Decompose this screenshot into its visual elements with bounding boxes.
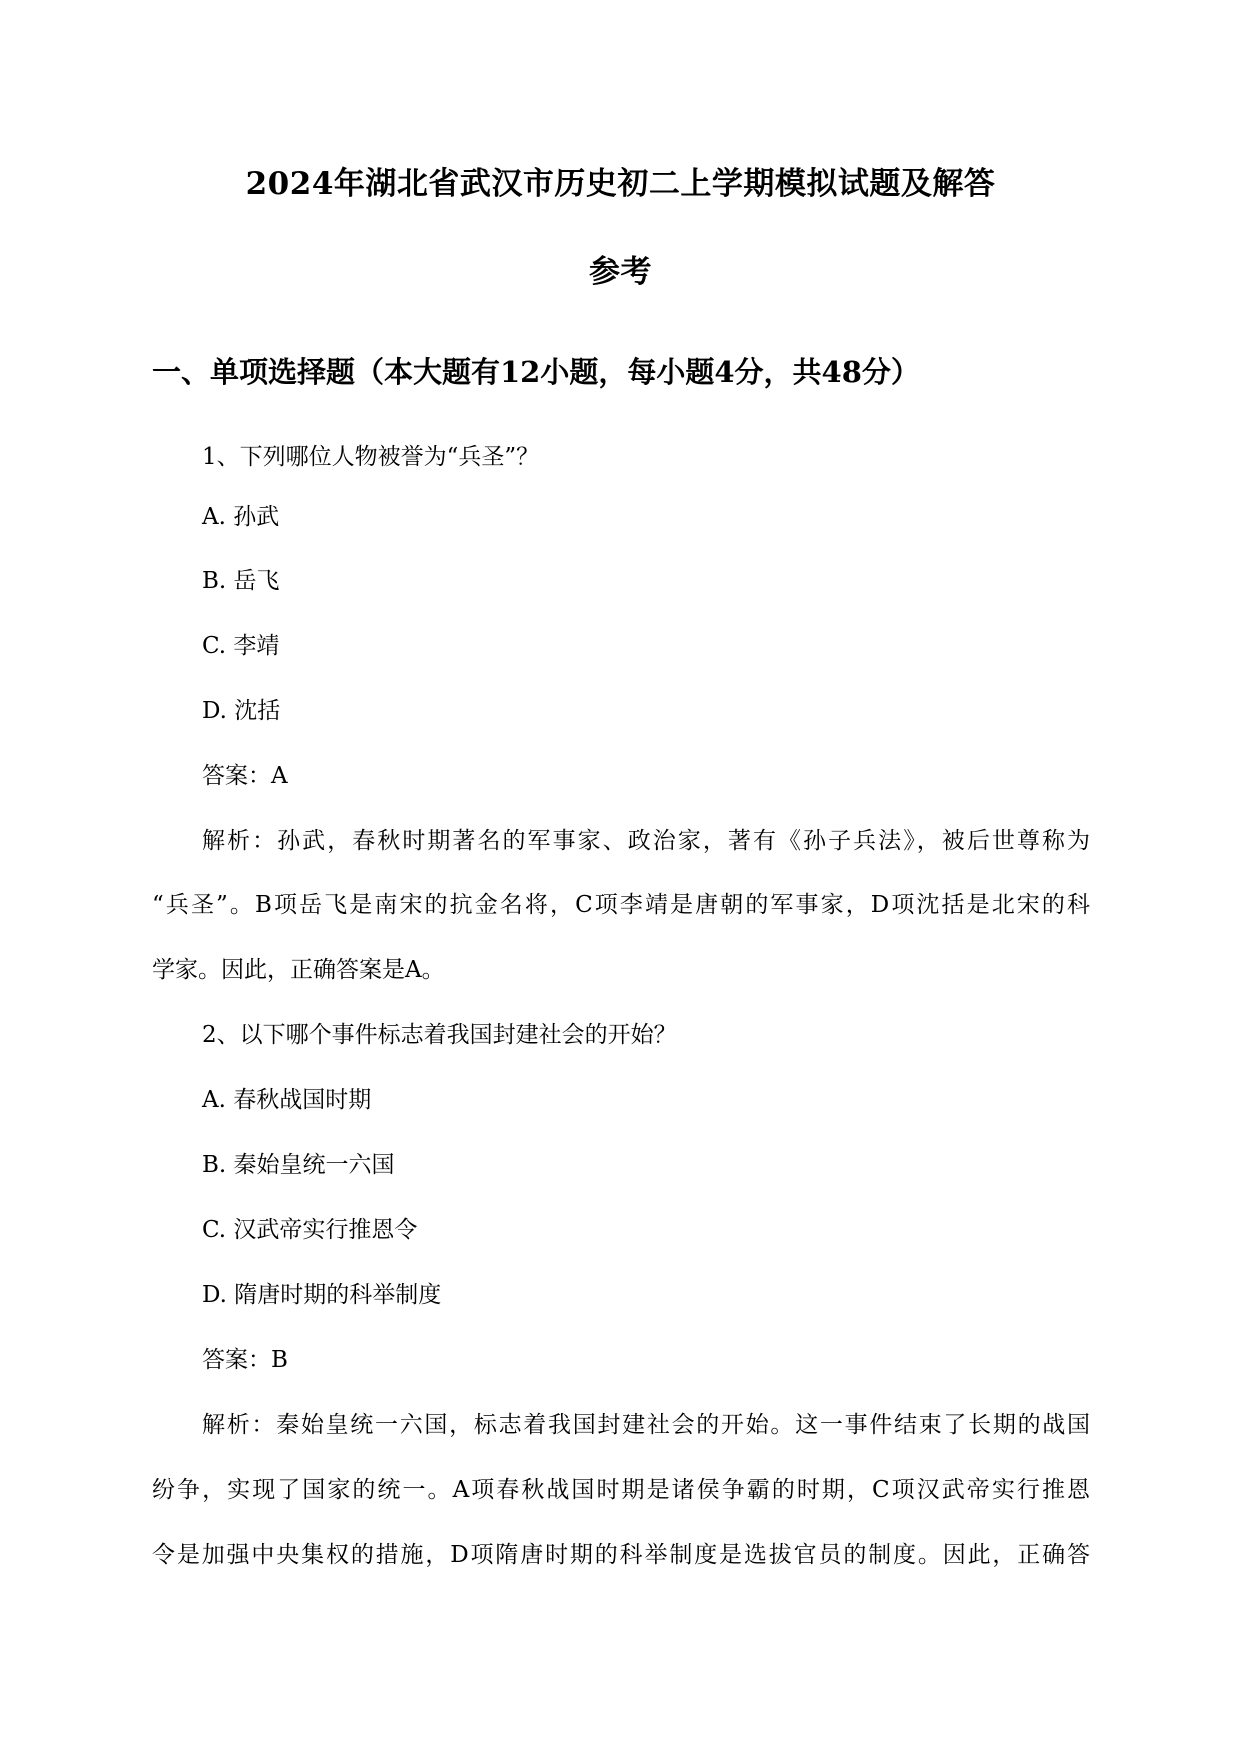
question-1-option-d: D. 沈括 — [202, 698, 281, 724]
question-2-analysis-line-1: 解析：秦始皇统一六国，标志着我国封建社会的开始。这一事件结束了长期的战国 — [202, 1412, 1090, 1438]
question-2-option-b: B. 秦始皇统一六国 — [202, 1152, 395, 1178]
question-2-answer: 答案：B — [202, 1347, 288, 1373]
question-2-option-d: D. 隋唐时期的科举制度 — [202, 1282, 442, 1308]
question-1-stem: 1、下列哪位人物被誉为“兵圣”？ — [202, 444, 540, 470]
question-1-analysis-line-2: “兵圣”。B项岳飞是南宋的抗金名将，C项李靖是唐朝的军事家，D项沈括是北宋的科 — [152, 892, 1090, 918]
document-title-line-2: 参考 — [589, 254, 652, 290]
question-1-analysis-line-1: 解析：孙武，春秋时期著名的军事家、政治家，著有《孙子兵法》，被后世尊称为 — [202, 828, 1090, 854]
question-2-analysis-line-2: 纷争，实现了国家的统一。A项春秋战国时期是诸侯争霸的时期，C项汉武帝实行推恩 — [152, 1477, 1090, 1503]
question-2-stem: 2、以下哪个事件标志着我国封建社会的开始？ — [202, 1022, 677, 1048]
question-2-analysis-line-3: 令是加强中央集权的措施，D项隋唐时期的科举制度是选拔官员的制度。因此，正确答 — [152, 1542, 1090, 1568]
question-1-option-b: B. 岳飞 — [202, 568, 280, 594]
document-title-line-1: 2024年湖北省武汉市历史初二上学期模拟试题及解答 — [245, 166, 996, 202]
question-2-option-a: A. 春秋战国时期 — [202, 1087, 372, 1113]
question-2-option-c: C. 汉武帝实行推恩令 — [202, 1217, 418, 1243]
question-1-option-a: A. 孙武 — [202, 504, 280, 530]
question-1-analysis-line-3: 学家。因此，正确答案是A。 — [152, 957, 445, 983]
question-1-answer: 答案：A — [202, 763, 288, 789]
question-1-option-c: C. 李靖 — [202, 633, 280, 659]
section-heading-single-choice: 一、单项选择题（本大题有12小题，每小题4分，共48分） — [152, 355, 920, 389]
